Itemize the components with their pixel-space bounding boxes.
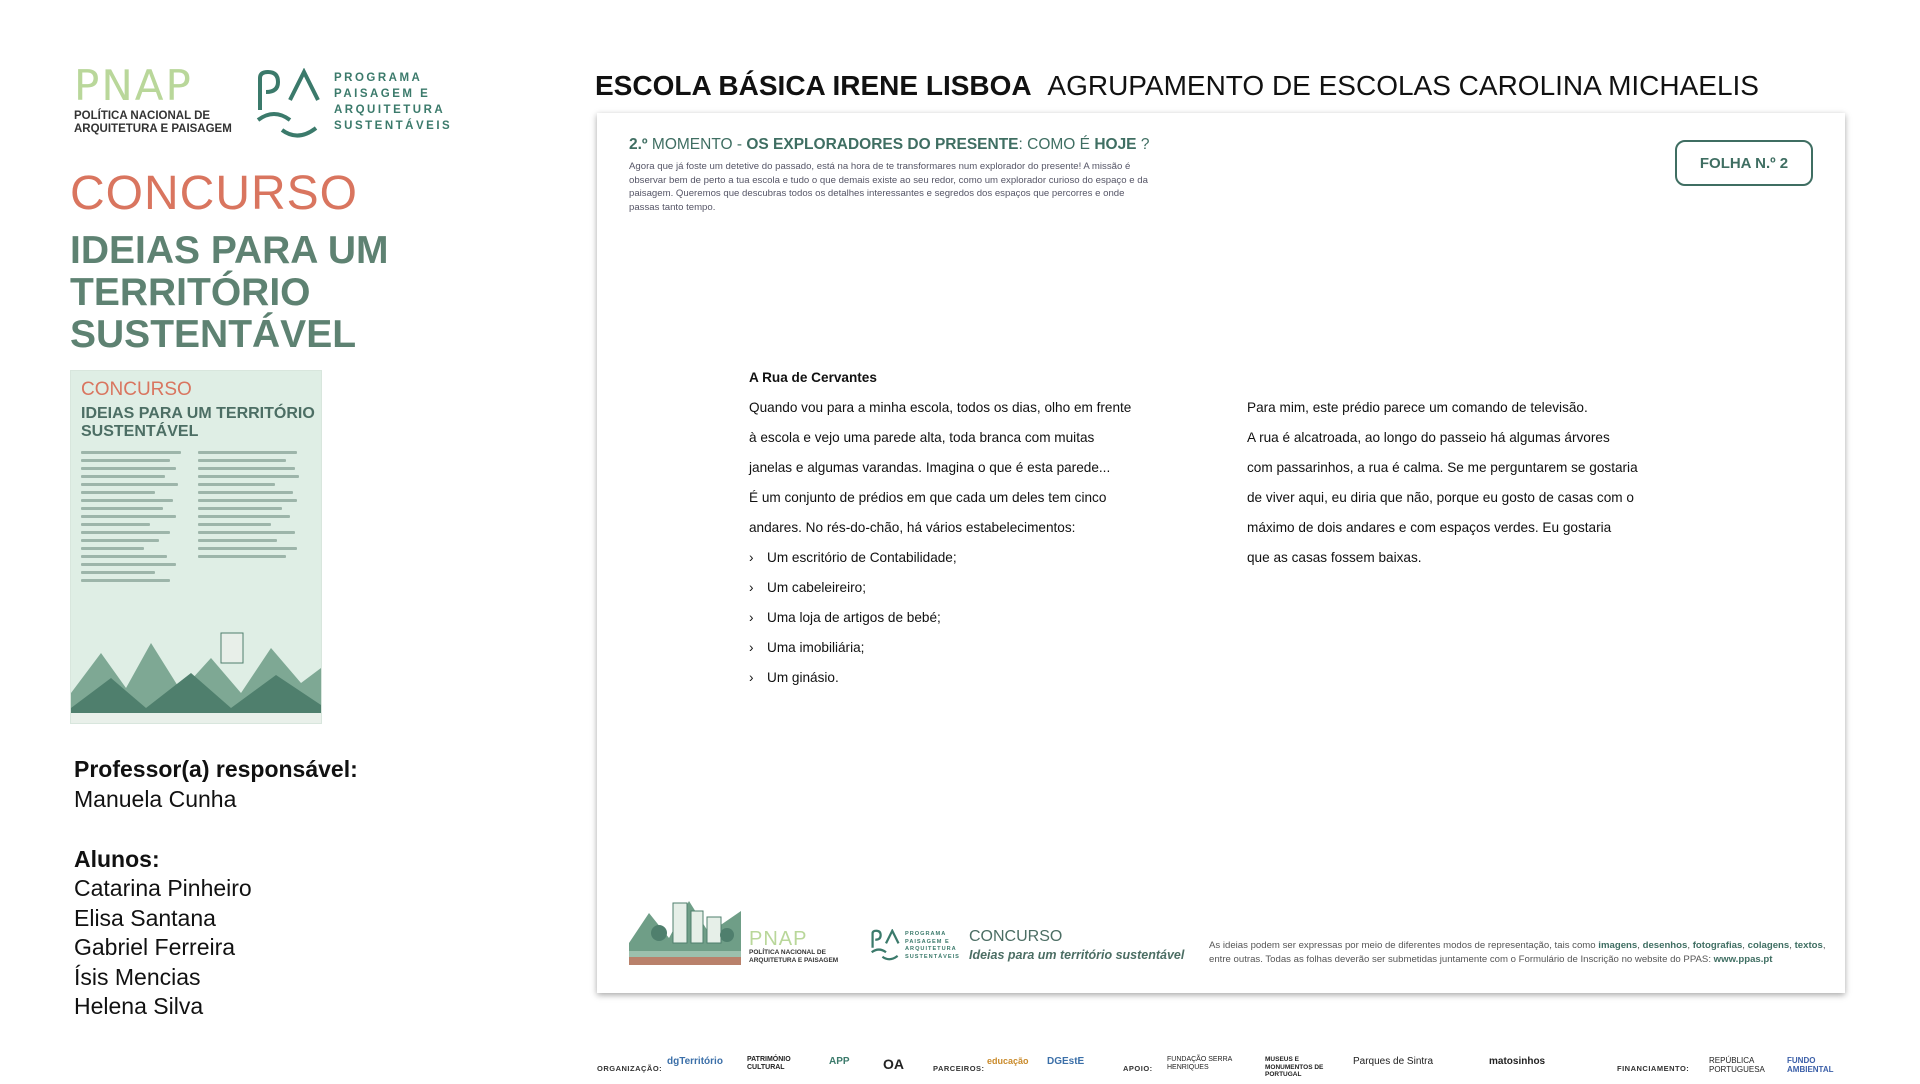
- patrimonio-cultural-logo: PATRIMÓNIO CULTURAL: [747, 1056, 791, 1071]
- apoio-label: APOIO:: [1123, 1064, 1153, 1073]
- ideias-line: SUSTENTÁVEL: [70, 313, 357, 356]
- school-name: ESCOLA BÁSICA IRENE LISBOA: [595, 70, 1032, 101]
- ideias-line: TERRITÓRIO: [70, 271, 311, 314]
- republica-portuguesa-logo: REPÚBLICA PORTUGUESA: [1709, 1056, 1765, 1074]
- students-list: [74, 874, 252, 1022]
- school-group: AGRUPAMENTO DE ESCOLAS CAROLINA MICHAELIS: [1047, 70, 1759, 101]
- financiamento-label: FINANCIAMENTO:: [1617, 1064, 1690, 1073]
- footer-concurso: CONCURSO: [969, 928, 1063, 945]
- ppas-line: SUSTENTÁVEIS: [334, 120, 453, 132]
- footer-ideias: Ideias para um território sustentável: [969, 948, 1185, 962]
- moment-end: ?: [1136, 136, 1150, 153]
- student-name: Helena Silva: [74, 993, 204, 1019]
- note-url: www.ppas.pt: [1713, 954, 1773, 965]
- footer-note: As ideias podem ser expressas por meio de diferentes modos de representação, tais como imagens, desenhos, fotografias, colagens, textos, entre outras. Todas as folhas deverão ser submetidas juntamente com o Formulário de Inscrição no website do PPAS: www.ppas.pt: [1209, 940, 1826, 965]
- footer-pnap-sub: ARQUITETURA E PAISAGEM: [749, 956, 839, 964]
- text-line: de viver aqui, eu diria que não, porque eu gosto de casas com o: [1247, 490, 1634, 505]
- list-item-text: Um ginásio.: [767, 670, 839, 685]
- text-line: Quando vou para a minha escola, todos os dias, olho em frente: [749, 400, 1132, 415]
- moment-question: : COMO É: [1018, 136, 1095, 153]
- teacher-name: Manuela Cunha: [74, 786, 237, 812]
- contest-poster-thumbnail: [70, 370, 322, 724]
- teacher-label: Professor(a) responsável:: [74, 756, 358, 782]
- ppas-logo: [254, 68, 474, 144]
- list-item: [749, 573, 1189, 603]
- student-name: Elisa Santana: [74, 904, 216, 931]
- pnap-subtitle: [74, 110, 244, 136]
- text-line: máximo de dois andares e com espaços verdes. Eu gostaria: [1247, 520, 1612, 535]
- concurso-title: CONCURSO: [70, 167, 359, 220]
- footer-ppas-line: SUSTENTÁVEIS: [905, 953, 960, 960]
- ppas-line: ARQUITETURA: [334, 104, 446, 116]
- note-text: As ideias podem ser expressas por meio de diferentes modos de representação, tais como: [1209, 940, 1599, 951]
- text-column-left: [749, 370, 1189, 693]
- footer-ppas-logo: [869, 929, 959, 963]
- logos-block: [74, 61, 474, 144]
- pnap-sub-line: ARQUITETURA E PAISAGEM: [74, 123, 232, 135]
- dgeste-logo: DGEstE: [1047, 1056, 1085, 1067]
- ppas-line: PAISAGEM E: [334, 88, 431, 100]
- list-item-text: Uma imobiliária;: [767, 640, 865, 655]
- footer-pnap-sub: POLÍTICA NACIONAL DE: [749, 949, 826, 956]
- text-line: É um conjunto de prédios em que cada um deles tem cinco: [749, 490, 1107, 505]
- moment-word: MOMENTO -: [651, 136, 747, 153]
- note-term: fotografias: [1692, 940, 1743, 951]
- sponsors-bar: [597, 1050, 1847, 1084]
- folha-badge: FOLHA N.º 2: [1675, 140, 1813, 186]
- moment-title: [629, 136, 1149, 154]
- fundo-ambiental-logo: FUNDO AMBIENTAL: [1787, 1056, 1834, 1074]
- poster-concurso: CONCURSO: [81, 379, 192, 400]
- museus-monumentos-logo: MUSEUS E MONUMENTOS DE PORTUGAL: [1265, 1056, 1324, 1078]
- chevron-right-icon: ›: [749, 580, 754, 595]
- parques-sintra-logo: Parques de Sintra: [1353, 1056, 1434, 1067]
- list-item: [749, 663, 1189, 693]
- worksheet-page: [597, 113, 1845, 993]
- footer-ppas-line: PAISAGEM E: [905, 938, 950, 945]
- moment-hoje: HOJE: [1094, 136, 1137, 153]
- list-item: [749, 543, 1189, 573]
- school-header: [595, 70, 1759, 102]
- ppas-text: [334, 70, 452, 134]
- oa-logo: OA: [883, 1056, 904, 1072]
- footer-pnap-logo: [749, 929, 838, 964]
- ppas-mark-icon: [254, 68, 326, 144]
- note-term: colagens: [1747, 940, 1790, 951]
- poster-ideias: IDEIAS PARA UM TERRITÓRIO SUSTENTÁVEL: [81, 405, 315, 440]
- list-item: [749, 603, 1189, 633]
- chevron-right-icon: ›: [749, 610, 754, 625]
- parceiros-label: PARCEIROS:: [933, 1064, 985, 1073]
- student-name: Ísis Mencias: [74, 963, 201, 990]
- text-line: andares. No rés-do-chão, há vários estabelecimentos:: [749, 520, 1076, 535]
- chevron-right-icon: ›: [749, 640, 754, 655]
- pnap-sub-line: POLÍTICA NACIONAL DE: [74, 110, 211, 122]
- list-item-text: Um cabeleireiro;: [767, 580, 866, 595]
- text-line: Para mim, este prédio parece um comando de televisão.: [1247, 400, 1588, 415]
- ideias-line: IDEIAS PARA UM: [70, 229, 389, 272]
- fundacao-serra-henriques-logo: FUNDAÇÃO SERRA HENRIQUES: [1167, 1056, 1232, 1071]
- list-item: [749, 633, 1189, 663]
- dgterritorio-logo: dgTerritório: [667, 1056, 723, 1067]
- worksheet-footer: [629, 883, 1826, 965]
- organizacao-label: ORGANIZAÇÃO:: [597, 1064, 663, 1073]
- moment-description: Agora que já foste um detetive do passado, está na hora de te transformares num explorador do presente! A missão é observar bem de perto a tua escola e tudo o que demais existe ao seu redor, como um explorador curioso do espaço e da paisagem. Queremos que descubras todos os detalhes interessantes e segredos dos espaços que percorres e onde passas tanto tempo.: [629, 161, 1148, 213]
- note-term: textos: [1794, 940, 1823, 951]
- student-name: Catarina Pinheiro: [74, 875, 252, 901]
- footer-pnap-letters: PNAP: [749, 928, 808, 950]
- pnap-letters: PNAP: [74, 61, 193, 110]
- educacao-logo: educação: [987, 1056, 1029, 1066]
- list-item-text: Um escritório de Contabilidade;: [767, 550, 957, 565]
- text-line: A rua é alcatroada, ao longo do passeio há algumas árvores: [1247, 430, 1610, 445]
- poster-text-lines: [81, 451, 311, 587]
- footer-ppas-text: [905, 931, 960, 961]
- ideias-title: [70, 230, 450, 356]
- moment-number: 2.º: [629, 136, 648, 153]
- ppas-line: PROGRAMA: [334, 72, 423, 84]
- app-logo: APP: [829, 1056, 850, 1067]
- street-heading: A Rua de Cervantes: [749, 370, 877, 385]
- students-label: Alunos:: [74, 846, 160, 872]
- footer-ppas-line: ARQUITETURA: [905, 946, 957, 953]
- chevron-right-icon: ›: [749, 670, 754, 685]
- pnap-logo: [74, 61, 244, 144]
- footer-ppas-mark-icon: [869, 929, 903, 963]
- text-line: janelas e algumas varandas. Imagina o que é esta parede...: [749, 460, 1111, 475]
- note-term: imagens: [1598, 940, 1638, 951]
- moment-name: OS EXPLORADORES DO PRESENTE: [746, 136, 1019, 153]
- text-column-right: [1247, 393, 1687, 573]
- text-line: que as casas fossem baixas.: [1247, 550, 1422, 565]
- student-name: Gabriel Ferreira: [74, 934, 236, 960]
- chevron-right-icon: ›: [749, 550, 754, 565]
- text-line: com passarinhos, a rua é calma. Se me perguntarem se gostaria: [1247, 460, 1638, 475]
- text-line: à escola e vejo uma parede alta, toda branca com muitas: [749, 430, 1095, 445]
- establishments-list: [749, 543, 1189, 693]
- poster-landscape-icon: [71, 613, 321, 723]
- note-term: desenhos: [1642, 940, 1688, 951]
- note-text: , entre outras. Todas as folhas deverão ser submetidas juntamente com o Formulário de Inscrição no website do PPAS:: [1209, 940, 1826, 965]
- matosinhos-logo: matosinhos: [1489, 1056, 1546, 1067]
- footer-ppas-line: PROGRAMA: [905, 931, 947, 937]
- list-item-text: Uma loja de artigos de bebé;: [767, 610, 941, 625]
- landscape-illustration-icon: [629, 883, 741, 965]
